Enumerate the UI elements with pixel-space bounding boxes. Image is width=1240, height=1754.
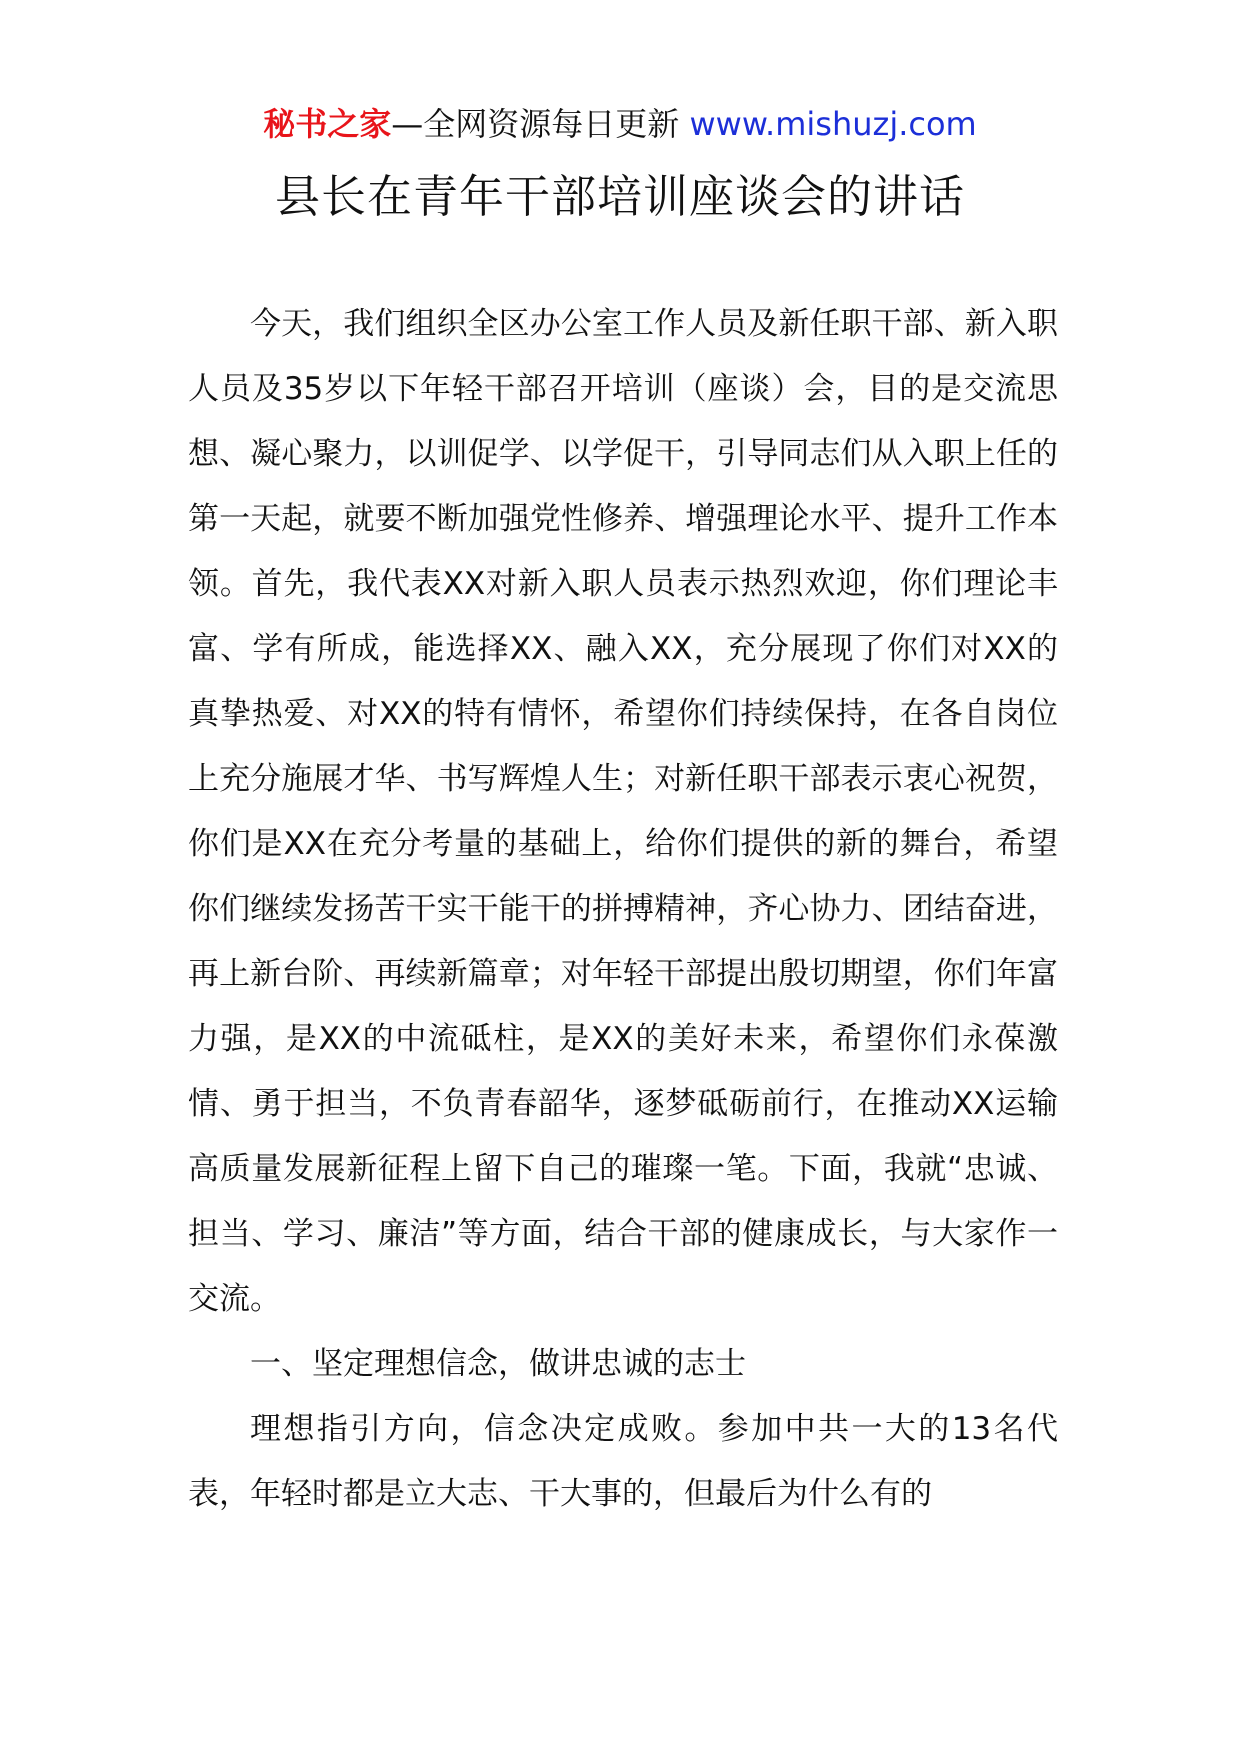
document-body <box>188 292 1058 1527</box>
paragraph-section-1: 理想指引方向，信念决定成败。参加中共一大的13名代表，年轻时都是立大志、干大事的，但最后为什么有的 <box>188 1411 1058 1512</box>
section-heading-1: 一、坚定理想信念，做讲忠诚的志士 <box>250 1346 746 1382</box>
site-brand: 秘书之家 <box>263 105 392 143</box>
document-title: 县长在青年干部培训座谈会的讲话 <box>274 170 965 223</box>
site-header <box>0 100 1240 148</box>
site-tagline: —全网资源每日更新 <box>391 105 680 143</box>
paragraph-intro: 今天，我们组织全区办公室工作人员及新任职干部、新入职人员及35岁以下年轻干部召开培训（座谈）会，目的是交流思想、凝心聚力，以训促学、以学促干，引导同志们从入职上任的第一天起，就要不断加强党性修养、增强理论水平、提升工作本领。首先，我代表XX对新入职人员表示热烈欢迎，你们理论丰富、学有所成，能选择XX、融入XX，充分展现了你们对XX的真挚热爱、对XX的特有情怀，希望你们持续保持，在各自岗位上充分施展才华、书写辉煌人生；对新任职干部表示衷心祝贺，你们是XX在充分考量的基础上，给你们提供的新的舞台，希望你们继续发扬苦干实干能干的拼搏精神，齐心协力、团结奋进，再上新台阶、再续新篇章；对年轻干部提出殷切期望，你们年富力强，是XX的中流砥柱，是XX的美好未来，希望你们永葆激情、勇于担当，不负青春韶华，逐梦砥砺前行，在推动XX运输高质量发展新征程上留下自己的璀璨一笔。下面，我就“忠诚、担当、学习、廉洁”等方面，结合干部的健康成长，与大家作一交流。 <box>188 306 1058 1317</box>
site-url[interactable]: www.mishuzj.com <box>689 105 977 143</box>
